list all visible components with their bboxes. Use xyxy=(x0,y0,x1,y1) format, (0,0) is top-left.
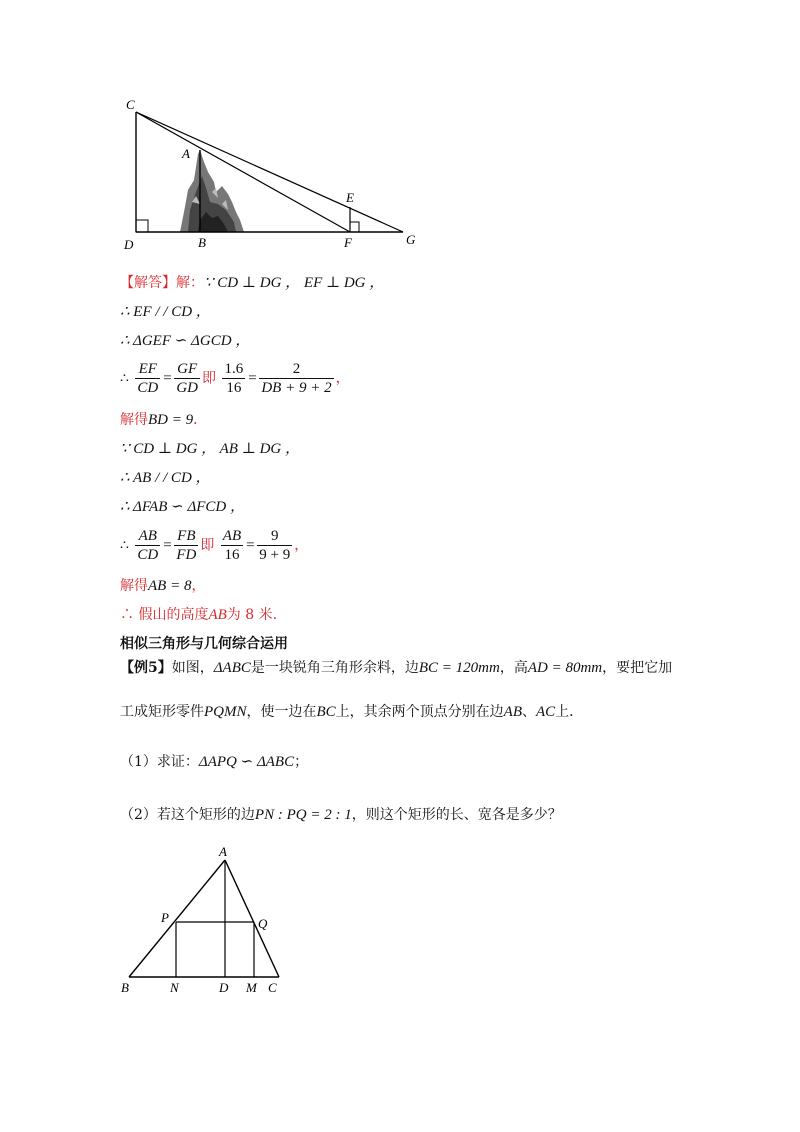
conclusion-tail: 为 8 米． xyxy=(226,607,287,623)
question-2: （2）若这个矩形的边PN : PQ = 2 : 1，则这个矩形的长、宽各是多少？ xyxy=(120,807,562,823)
therefore-symbol: ∴ xyxy=(120,370,129,387)
figure-2-diagram xyxy=(115,842,295,997)
math-6: ∵ CD ⊥ DG ， AB ⊥ DG ， xyxy=(120,441,300,457)
solution-line-7 xyxy=(120,468,211,488)
label-E: E xyxy=(346,190,354,205)
jiede-text: 解得 xyxy=(120,412,148,428)
question-1: （1）求证：ΔAPQ ∽ ΔABC； xyxy=(120,754,309,770)
punct: ， xyxy=(335,370,350,387)
punct: ， xyxy=(191,578,206,594)
math-8: ∴ ΔFAB ∽ ΔFCD ， xyxy=(120,499,246,515)
solution-line-11 xyxy=(120,605,287,625)
label-B: B xyxy=(121,980,129,995)
fraction: $\frac{GF}{GD}$ xyxy=(176,361,199,396)
label-G: G xyxy=(406,232,416,247)
solution-line-5 xyxy=(120,410,207,430)
label-A: A xyxy=(219,844,227,859)
jiede-text: 解得 xyxy=(120,578,148,594)
solution-line-6 xyxy=(120,439,300,459)
solution-label: 【解答】解： xyxy=(120,275,204,291)
fraction: $\frac{AB}{16}$ xyxy=(222,528,242,563)
fraction: $\frac{2}{DB + 9 + 2}$ xyxy=(261,361,332,396)
punct: ． xyxy=(193,412,208,428)
conclusion-text: ∴ 假山的高度 xyxy=(120,607,209,623)
label-B: B xyxy=(198,235,206,250)
fraction: $\frac{EF}{CD}$ xyxy=(137,361,159,396)
solution-line-1 xyxy=(120,273,384,293)
math-1: ∵ CD ⊥ DG ， EF ⊥ DG ， xyxy=(204,275,385,291)
fraction: $\frac{1.6}{16}$ xyxy=(224,361,244,396)
ji-text: 即 xyxy=(200,537,215,554)
label-C: C xyxy=(268,980,277,995)
label-C: C xyxy=(126,97,135,112)
label-N: N xyxy=(170,980,179,995)
label-F: F xyxy=(344,235,352,250)
equals: = xyxy=(247,370,258,387)
label-Q: Q xyxy=(258,916,268,931)
equals: = xyxy=(245,537,256,554)
fraction: $\frac{AB}{CD}$ xyxy=(137,528,159,563)
label-A: A xyxy=(182,146,190,161)
punct: ， xyxy=(294,537,309,554)
math-2: ∴ EF / / CD ， xyxy=(120,304,211,320)
solution-line-4 xyxy=(120,360,350,397)
rockery-image xyxy=(180,150,244,232)
solution-line-9 xyxy=(120,527,308,564)
fraction: $\frac{9}{9 + 9}$ xyxy=(259,528,291,563)
example-para-1: 【例5】如图，ΔABC是一块锐角三角形余料，边BC = 120mm，高AD = 80mm，要把它加 xyxy=(120,660,673,676)
example-para-2: 工成矩形零件PQMN，使一边在BC上，其余两个顶点分别在边AB、AC上． xyxy=(120,704,584,720)
math-11: AB xyxy=(208,607,227,623)
figure-1-diagram xyxy=(118,92,428,252)
math-5: BD = 9 xyxy=(148,412,194,428)
solution-line-3 xyxy=(120,331,250,351)
label-D: D xyxy=(124,237,134,252)
ji-text: 即 xyxy=(202,370,217,387)
label-P: P xyxy=(161,910,169,925)
math-10: AB = 8 xyxy=(148,578,192,594)
section-title: 相似三角形与几何综合运用 xyxy=(120,636,288,652)
therefore-symbol: ∴ xyxy=(120,537,129,554)
label-D: D xyxy=(219,980,229,995)
solution-line-2 xyxy=(120,302,211,322)
equals: = xyxy=(162,537,173,554)
example-label: 【例5】 xyxy=(120,660,172,676)
solution-line-8 xyxy=(120,497,245,517)
fraction: $\frac{FB}{FD}$ xyxy=(176,528,197,563)
equals: = xyxy=(162,370,173,387)
solution-line-10 xyxy=(120,576,205,596)
math-7: ∴ AB / / CD ， xyxy=(120,470,211,486)
label-M: M xyxy=(246,980,257,995)
math-3: ∴ ΔGEF ∽ ΔGCD ， xyxy=(120,333,251,349)
